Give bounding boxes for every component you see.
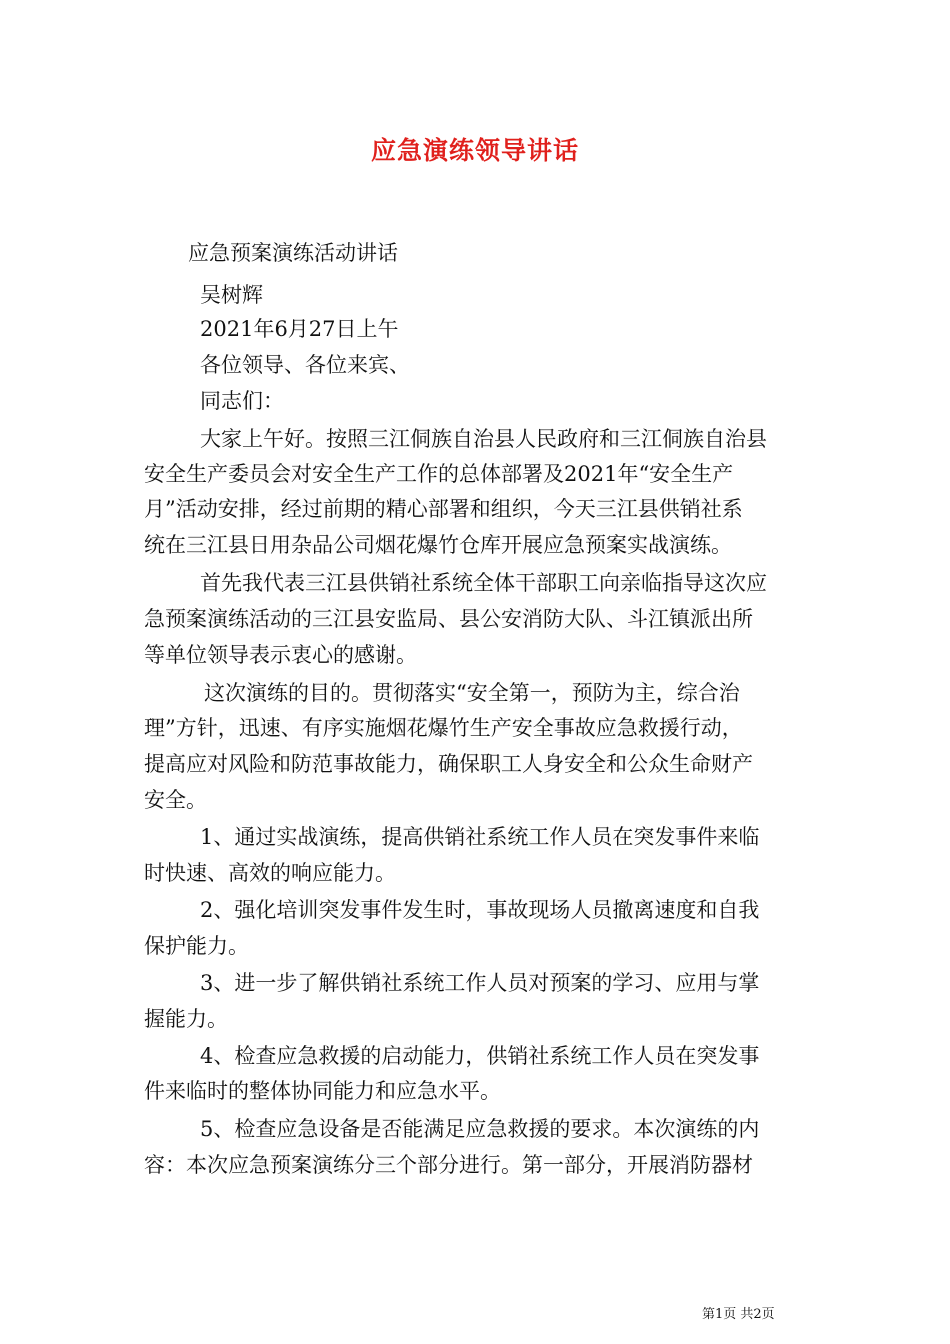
paragraph-line: 3、进一步了解供销社系统工作人员对预案的学习、应用与掌 bbox=[200, 971, 760, 995]
paragraph-line: 统在三江县日用杂品公司烟花爆竹仓库开展应急预案实战演练。 bbox=[144, 533, 732, 557]
paragraph-line: 等单位领导表示衷心的感谢。 bbox=[144, 643, 417, 667]
paragraph-line: 件来临时的整体协同能力和应急水平。 bbox=[144, 1079, 501, 1103]
greeting-line-1: 各位领导、各位来宾、 bbox=[200, 353, 410, 377]
paragraph-line: 容：本次应急预案演练分三个部分进行。第一部分，开展消防器材 bbox=[144, 1153, 753, 1177]
paragraph-line: 保护能力。 bbox=[144, 934, 249, 958]
paragraph-line: 安全生产委员会对安全生产工作的总体部署及2021年“安全生产 bbox=[144, 462, 734, 486]
paragraph-line: 提高应对风险和防范事故能力，确保职工人身安全和公众生命财产 bbox=[144, 752, 753, 776]
paragraph-line: 2、强化培训突发事件发生时，事故现场人员撤离速度和自我 bbox=[200, 898, 760, 922]
paragraph-line: 握能力。 bbox=[144, 1007, 228, 1031]
paragraph-line: 4、检查应急救援的启动能力，供销社系统工作人员在突发事 bbox=[200, 1044, 760, 1068]
paragraph-line: 这次演练的目的。贯彻落实“安全第一，预防为主，综合治 bbox=[204, 681, 740, 705]
paragraph-line: 大家上午好。按照三江侗族自治县人民政府和三江侗族自治县 bbox=[200, 427, 767, 451]
paragraph-line: 安全。 bbox=[144, 788, 207, 812]
paragraph-line: 急预案演练活动的三江县安监局、县公安消防大队、斗江镇派出所 bbox=[144, 607, 753, 631]
speech-date: 2021年6月27日上午 bbox=[200, 317, 399, 341]
speaker-name: 吴树辉 bbox=[200, 283, 263, 307]
document-title: 应急演练领导讲话 bbox=[370, 136, 579, 165]
paragraph-line: 理”方针，迅速、有序实施烟花爆竹生产安全事故应急救援行动， bbox=[144, 716, 743, 740]
paragraph-line: 时快速、高效的响应能力。 bbox=[144, 861, 396, 885]
speech-subtitle: 应急预案演练活动讲话 bbox=[188, 241, 398, 265]
paragraph-line: 1、通过实战演练，提高供销社系统工作人员在突发事件来临 bbox=[200, 825, 760, 849]
paragraph-line: 首先我代表三江县供销社系统全体干部职工向亲临指导这次应 bbox=[200, 571, 767, 595]
page-number: 第1页 共2页 bbox=[702, 1307, 775, 1322]
greeting-line-2: 同志们： bbox=[200, 389, 284, 413]
paragraph-line: 5、检查应急设备是否能满足应急救援的要求。本次演练的内 bbox=[200, 1117, 760, 1141]
paragraph-line: 月”活动安排，经过前期的精心部署和组织，今天三江县供销社系 bbox=[144, 497, 743, 521]
